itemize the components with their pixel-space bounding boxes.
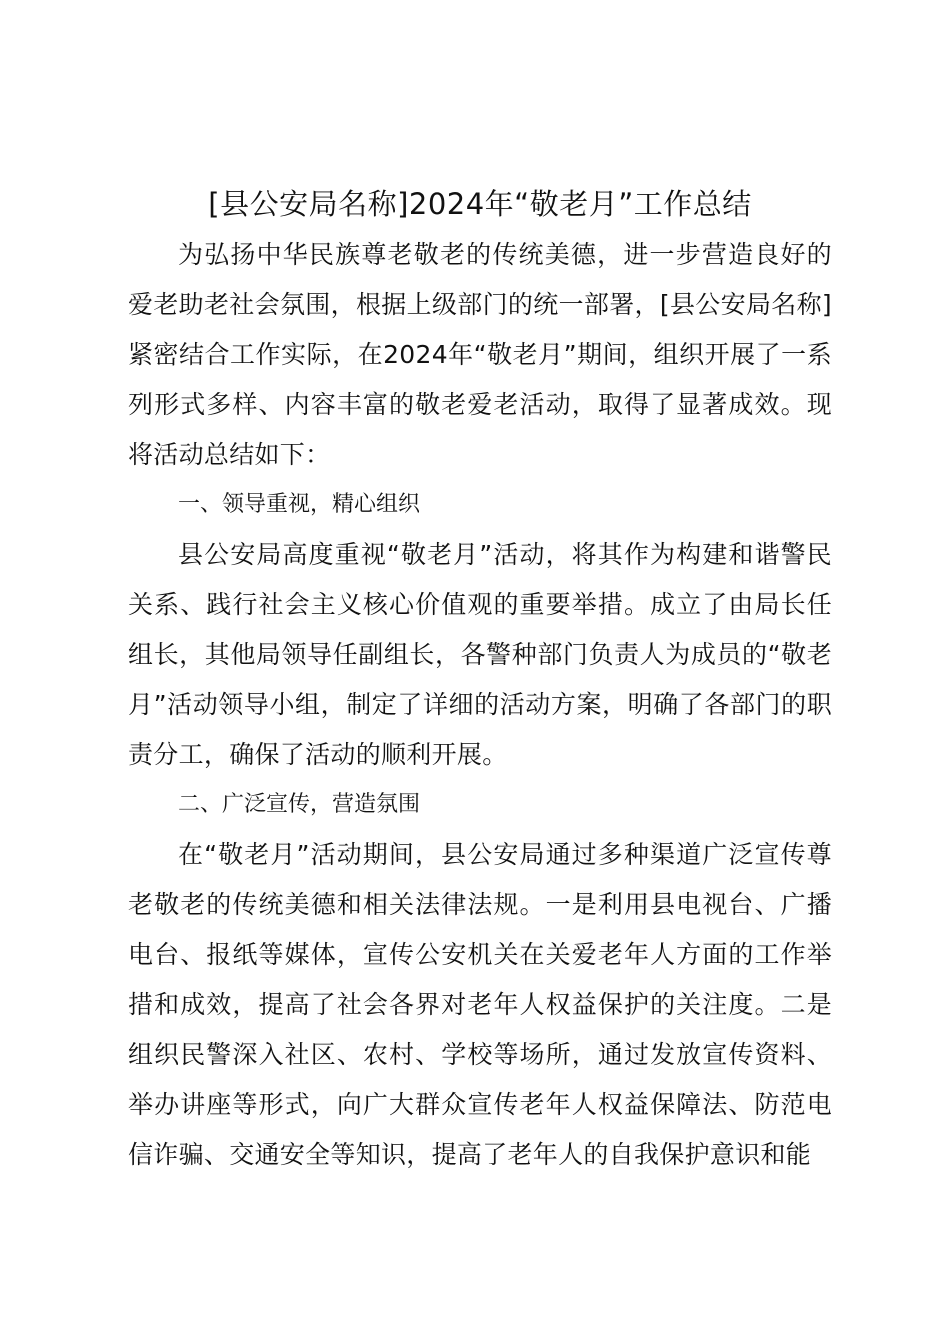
section-heading: 二、广泛宣传，营造氛围 xyxy=(178,792,421,817)
section-2 xyxy=(128,780,832,1180)
document-body xyxy=(128,178,832,1180)
section-heading: 一、领导重视，精心组织 xyxy=(178,492,421,517)
section-paragraph: 县公安局高度重视“敬老月”活动，将其作为构建和谐警民关系、践行社会主义核心价值观的重要举措。成立了由局长任组长，其他局领导任副组长，各警种部门负责人为成员的“敬老月”活动领导小组，制定了详细的活动方案，明确了各部门的职责分工，确保了活动的顺利开展。 xyxy=(128,540,832,769)
section-1 xyxy=(128,480,832,780)
section-paragraph: 在“敬老月”活动期间，县公安局通过多种渠道广泛宣传尊老敬老的传统美德和相关法律法规。一是利用县电视台、广播电台、报纸等媒体，宣传公安机关在关爱老年人方面的工作举措和成效，提高了社会各界对老年人权益保护的关注度。二是组织民警深入社区、农村、学校等场所，通过发放宣传资料、举办讲座等形式，向广大群众宣传老年人权益保障法、防范电信诈骗、交通安全等知识，提高了老年人的自我保护意识和能 xyxy=(128,840,832,1169)
document-title: [县公安局名称]2024年“敬老月”工作总结 xyxy=(208,187,752,221)
intro-paragraph: 为弘扬中华民族尊老敬老的传统美德，进一步营造良好的爱老助老社会氛围，根据上级部门的统一部署，[县公安局名称]紧密结合工作实际，在2024年“敬老月”期间，组织开展了一系列形式多样、内容丰富的敬老爱老活动，取得了显著成效。现将活动总结如下： xyxy=(128,240,832,469)
